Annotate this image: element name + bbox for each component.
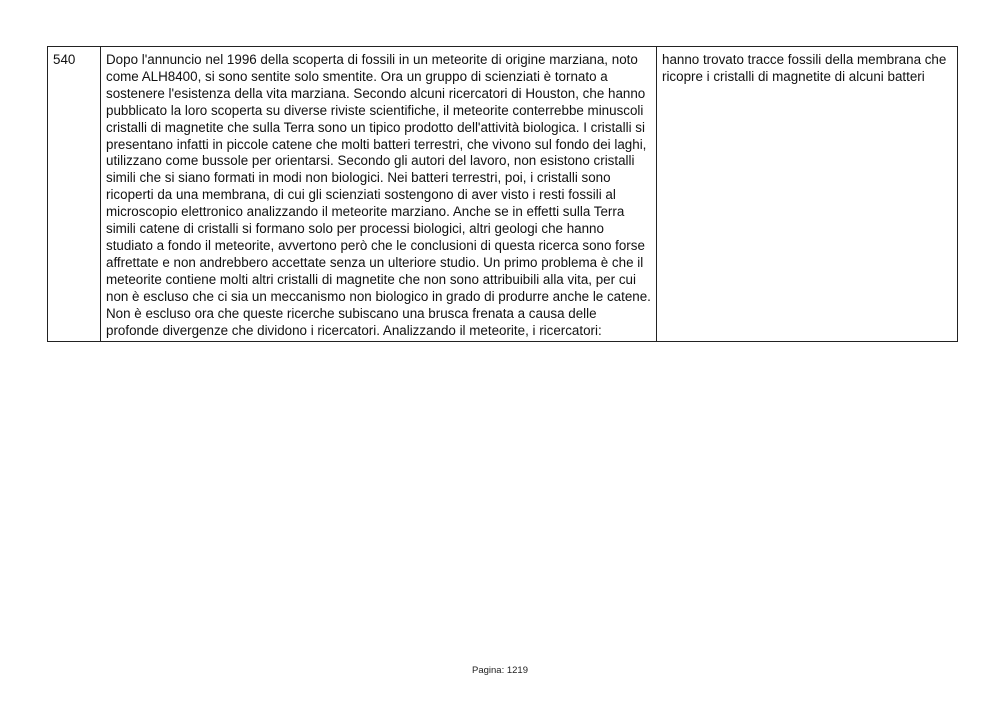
question-text: Dopo l'annuncio nel 1996 della scoperta di fossili in un meteorite di origine marziana, noto come ALH8400, si sono sentite solo smentite. Ora un gruppo di scienziati è tornato a sostenere l'esistenza della vita marziana. Secondo alcuni ricercatori di Houston, che hanno pubblicato la loro scoperta su diverse riviste scientifiche, il meteorite conterrebbe minuscoli cristalli di magnetite che sulla Terra sono un tipico prodotto dell'attività biologica. I cristalli si presentano infatti in piccole catene che molti batteri terrestri, che vivono sul fondo dei laghi, utilizzano come bussole per orientarsi. Secondo gli autori del lavoro, non esistono cristalli simili che si siano formati in modi non biologici. Nei batteri terrestri, poi, i cristalli sono ricoperti da una membrana, di cui gli scienziati sostengono di aver visto i resti fossili al microscopio elettronico analizzando il meteorite marziano. Anche se in effetti sulla Terra simili catene di cristalli si formano solo per processi biologici, altri geologi che hanno studiato a fondo il meteorite, avvertono però che le conclusioni di questa ricerca sono forse affrettate e non andrebbero accettate senza un ulteriore studio. Un primo problema è che il meteorite contiene molti altri cristalli di magnetite che non sono attribuibili alla vita, per cui non è escluso che ci sia un meccanismo non biologico in grado di produrre anche le catene. Non è escluso ora che queste ricerche subiscano una brusca frenata a causa delle profonde divergenze che dividono i ricercatori. Analizzando il meteorite, i ricercatori: [101,47,657,342]
page-number: Pagina: 1219 [472,665,528,676]
question-number: 540 [48,47,101,342]
table-row [48,47,958,342]
question-table [47,46,958,342]
answer-text: hanno trovato tracce fossili della membrana che ricopre i cristalli di magnetite di alcuni batteri [657,47,958,342]
page-footer [0,665,1000,676]
